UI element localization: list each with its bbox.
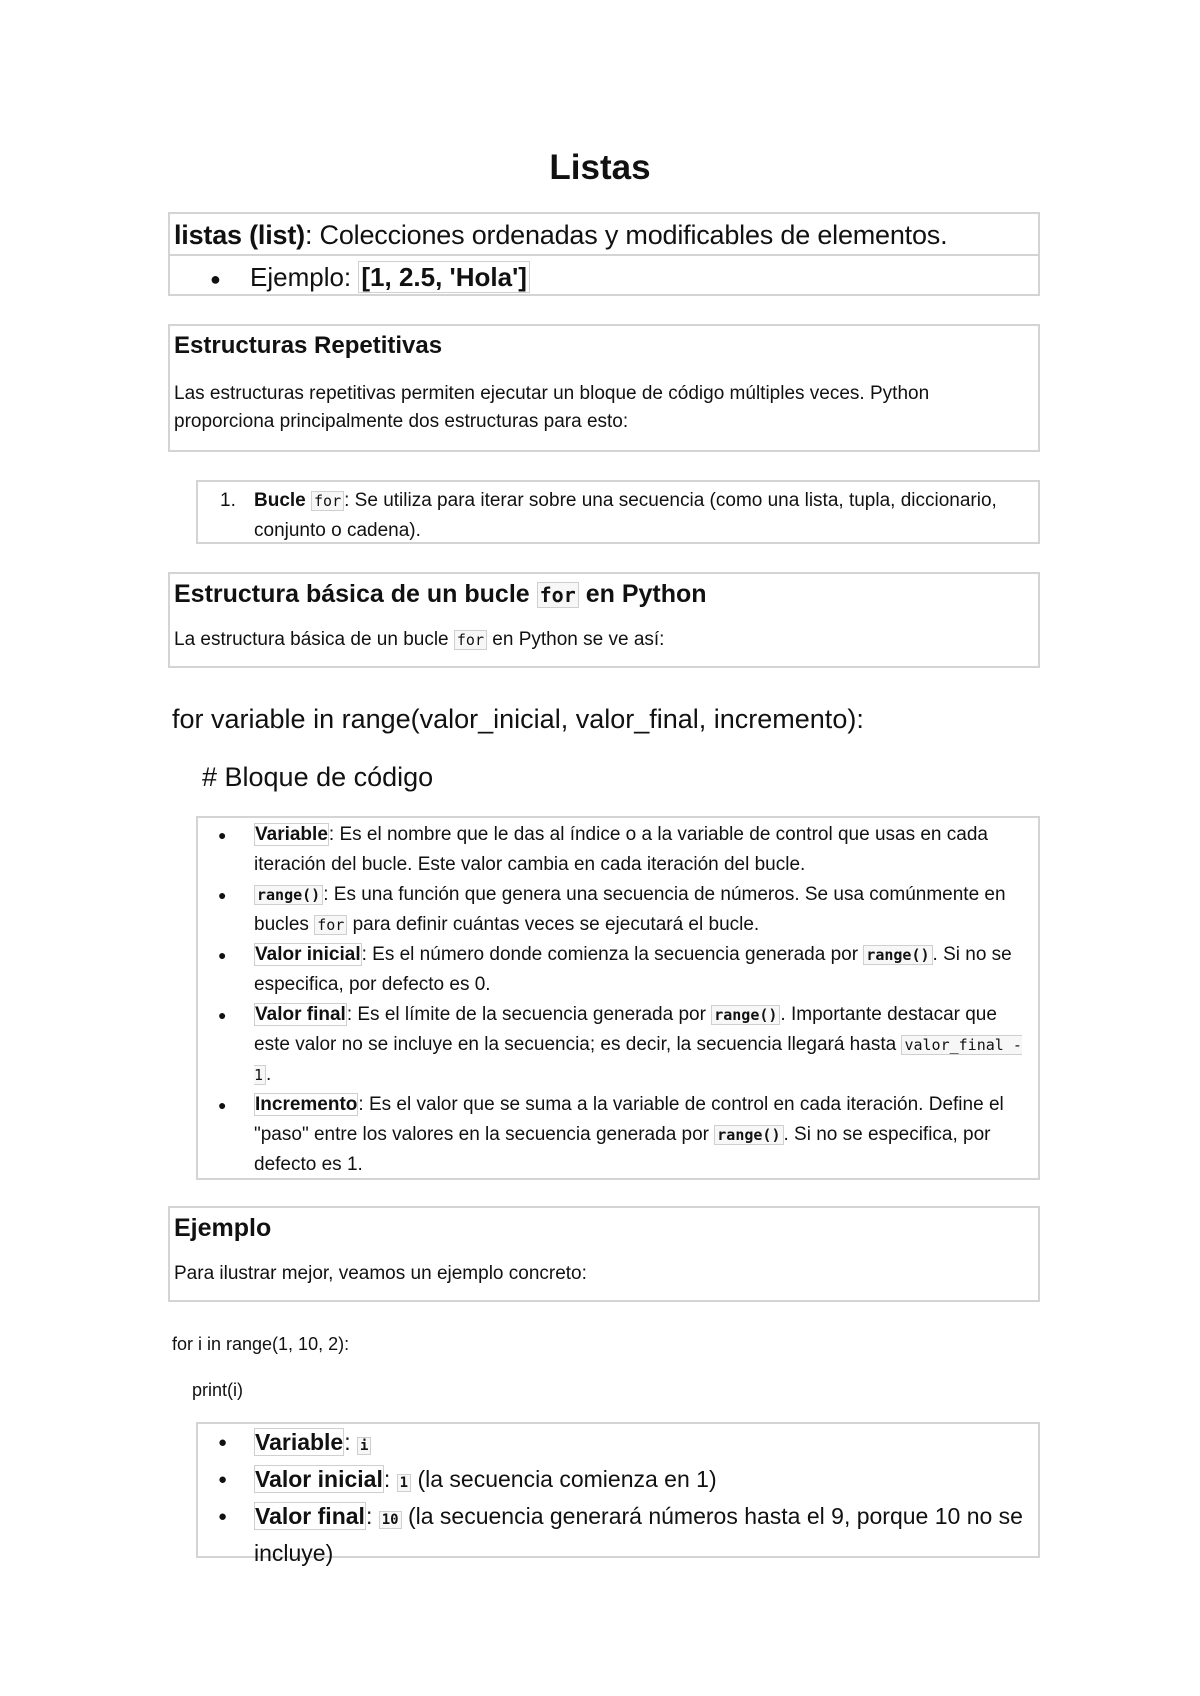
list-item bbox=[208, 1500, 1028, 1570]
explanation-text-suffix: . Si no se especifica, por defecto es 0. bbox=[254, 944, 1012, 995]
explanation-term: Variable bbox=[255, 824, 328, 845]
basic-heading bbox=[174, 580, 1034, 609]
bullet-icon: ● bbox=[218, 887, 227, 903]
example-value: [1, 2.5, 'Hola'] bbox=[358, 261, 530, 293]
list-item bbox=[208, 1426, 1028, 1463]
basic-structure-box bbox=[168, 572, 1040, 668]
explanation-term: Incremento bbox=[255, 1094, 358, 1115]
explanation-term: Valor final bbox=[255, 1004, 346, 1025]
explanation-text: : Es el nombre que le das al índice o a la variable de control que usas en cada iteración del bucle. Este valor cambia en cada iteración del bucle. bbox=[254, 824, 988, 875]
list-item bbox=[208, 1000, 1028, 1090]
example-code-line-1: for i in range(1, 10, 2): bbox=[172, 1334, 350, 1354]
example-value-term: Valor final bbox=[255, 1503, 365, 1529]
example-box bbox=[168, 1206, 1040, 1302]
list-item bbox=[208, 880, 1028, 940]
bullet-icon: ● bbox=[218, 1007, 227, 1023]
syntax-line-1: for variable in range(valor_inicial, valor_final, incremento): bbox=[172, 704, 864, 734]
list-item bbox=[208, 1463, 1028, 1500]
example-values-box bbox=[196, 1422, 1040, 1566]
basic-heading-code: for bbox=[537, 582, 579, 608]
example-value-sep: : bbox=[365, 1503, 379, 1529]
basic-body-suffix: en Python se ve así: bbox=[487, 629, 665, 650]
basic-heading-text: Estructura básica de un bucle bbox=[174, 580, 537, 608]
explanation-inline-code: for bbox=[314, 915, 347, 935]
explanation-text: : Es una función que genera una secuencia de números. Se usa comúnmente en bucles bbox=[254, 884, 1006, 935]
explanation-text: : Es el límite de la secuencia generada por bbox=[346, 1004, 712, 1025]
bullet-icon: ● bbox=[218, 1434, 228, 1451]
syntax-line-2: # Bloque de código bbox=[202, 762, 434, 792]
bullet-icon: ● bbox=[218, 1508, 228, 1525]
example-value-sep: : bbox=[344, 1429, 358, 1455]
repetitive-body: Las estructuras repetitivas permiten ejecutar un bloque de código múltiples veces. Python proporciona principalmente dos estructuras para esto: bbox=[174, 383, 930, 432]
explanation-inline-code: range() bbox=[711, 1005, 780, 1025]
example-value-text: (la secuencia generará números hasta el 9, porque 10 no se incluye) bbox=[254, 1503, 1023, 1566]
example-value-term: Variable bbox=[255, 1429, 344, 1455]
bullet-icon: ● bbox=[218, 947, 227, 963]
repetitive-structures-box bbox=[168, 324, 1040, 452]
example-value-sep: : bbox=[383, 1466, 397, 1492]
item-text: : Se utiliza para iterar sobre una secuencia (como una lista, tupla, diccionario, conjunto o cadena). bbox=[254, 490, 997, 541]
explanation-code: range() bbox=[254, 885, 323, 905]
basic-body-code: for bbox=[454, 630, 487, 650]
example-value-code: i bbox=[357, 1437, 371, 1455]
lists-example-item bbox=[210, 262, 530, 293]
lists-definition-line bbox=[174, 220, 947, 251]
divider bbox=[170, 254, 1038, 256]
example-values-list bbox=[208, 1426, 1028, 1570]
basic-heading-suffix: en Python bbox=[578, 580, 707, 608]
bullet-icon: ● bbox=[210, 268, 221, 289]
numbered-item bbox=[208, 486, 1028, 545]
list-item bbox=[208, 1090, 1028, 1180]
explanation-text-suffix: para definir cuántas veces se ejecutará el bucle. bbox=[347, 914, 760, 935]
example-heading: Ejemplo bbox=[174, 1214, 272, 1242]
basic-body bbox=[174, 629, 1034, 651]
example-code-line-2: print(i) bbox=[192, 1380, 244, 1400]
bullet-icon: ● bbox=[218, 827, 227, 843]
example-body: Para ilustrar mejor, veamos un ejemplo concreto: bbox=[174, 1263, 587, 1284]
explanation-inline-code-2: valor_final - 1 bbox=[254, 1036, 1022, 1084]
explanation-inline-code: range() bbox=[714, 1125, 783, 1145]
example-value-text: (la secuencia comienza en 1) bbox=[411, 1466, 717, 1492]
basic-body-text: La estructura básica de un bucle bbox=[174, 629, 454, 650]
example-label: Ejemplo: bbox=[250, 262, 359, 292]
list-item bbox=[208, 820, 1028, 880]
explanation-text-suffix: . Importante destacar que este valor no se incluye en la secuencia; es decir, la secuencia llegará hasta bbox=[254, 1004, 997, 1055]
item-code: for bbox=[311, 491, 344, 511]
item-term: Bucle bbox=[254, 490, 306, 511]
example-value-term: Valor inicial bbox=[255, 1466, 383, 1492]
lists-definition: : Colecciones ordenadas y modificables de elementos. bbox=[304, 220, 948, 250]
explanation-text-end: . bbox=[266, 1064, 272, 1085]
explanation-text: : Es el valor que se suma a la variable de control en cada iteración. Define el "paso" entre los valores en la secuencia generada por bbox=[254, 1094, 1004, 1145]
explanation-term: Valor inicial bbox=[255, 944, 361, 965]
repetitive-heading: Estructuras Repetitivas bbox=[174, 332, 443, 359]
lists-definition-box bbox=[168, 212, 1040, 296]
explanation-text: : Es el número donde comienza la secuencia generada por bbox=[361, 944, 864, 965]
explanation-text-suffix: . Si no se especifica, por defecto es 1. bbox=[254, 1124, 991, 1175]
example-value-code: 1 bbox=[397, 1474, 411, 1492]
page-title: Listas bbox=[549, 148, 651, 187]
lists-term: listas (list) bbox=[174, 220, 305, 250]
example-value-code: 10 bbox=[379, 1511, 402, 1529]
explanations-list bbox=[208, 820, 1028, 1180]
explanations-box bbox=[196, 816, 1040, 1180]
explanation-inline-code: range() bbox=[863, 945, 932, 965]
for-loop-item-box bbox=[196, 480, 1040, 544]
item-number: 1. bbox=[220, 490, 236, 511]
list-item bbox=[208, 940, 1028, 1000]
bullet-icon: ● bbox=[218, 1471, 228, 1488]
bullet-icon: ● bbox=[218, 1097, 227, 1113]
